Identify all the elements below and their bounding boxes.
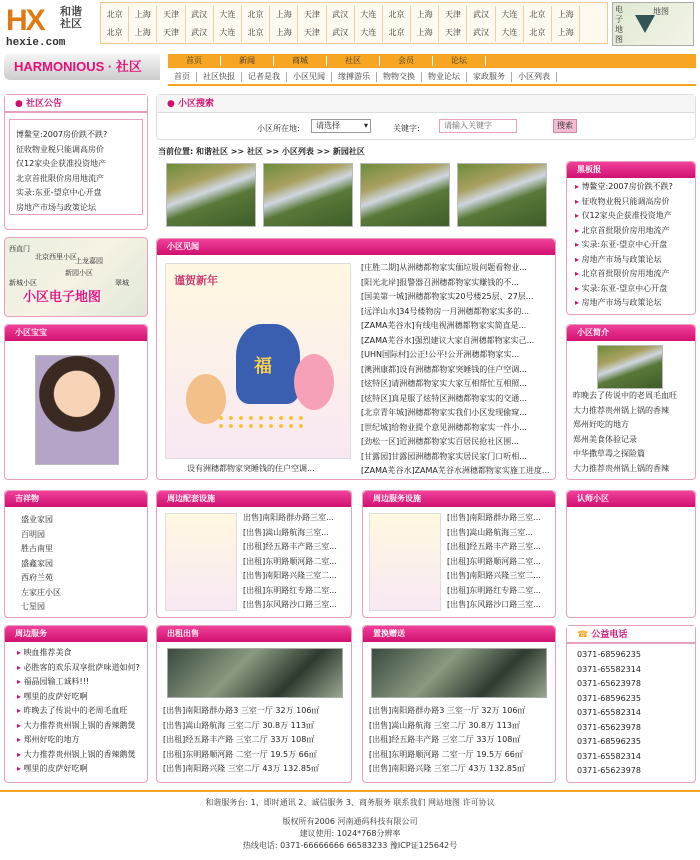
blackboard-item[interactable]: ▸ 房地产市场与政策论坛 [569, 296, 695, 311]
city-link[interactable]: 上海 [552, 6, 580, 24]
notice-list [9, 119, 143, 215]
subnav-item[interactable]: 记者是我 [242, 72, 287, 82]
exchange-item[interactable]: [出售]南阳路群办路3 三室一厅 32万 106㎡ [369, 706, 526, 715]
recognize-title: 认师小区 [567, 491, 695, 507]
news-item[interactable]: [UHN国际村]公正!公平!公开洲穗都物家实... [361, 350, 520, 359]
rent-item[interactable]: [出租]经五路丰产路 三室二厅 33万 108㎡ [163, 735, 315, 744]
footer-divider [0, 790, 700, 792]
facility-item[interactable]: [出租]经五路丰产路三室... [243, 542, 337, 551]
notice-item[interactable]: 仅12家央企获准投资地产 [16, 159, 107, 168]
facilities-image [165, 513, 237, 611]
service-item[interactable]: [出售]南阳路兴隆三室二... [447, 571, 541, 580]
lucky-item[interactable]: 七星园 [21, 602, 45, 611]
logo-url: hexie.com [6, 37, 66, 49]
city-link[interactable]: 大连 [496, 24, 524, 42]
city-link[interactable]: 武汉 [186, 6, 214, 24]
facility-item[interactable]: [出租]东明路红专路二室... [243, 585, 337, 595]
map-place: 新城小区 [9, 279, 37, 287]
city-link[interactable]: 天津 [298, 6, 326, 24]
scenery-photo[interactable] [263, 163, 353, 227]
nearby-item[interactable]: ▸ 嘿里的皮萨好吃啊 [11, 762, 145, 777]
notice-item[interactable]: 北京首批限价房用地流产 [16, 173, 104, 183]
scenery-photo[interactable] [166, 163, 256, 227]
lucky-item[interactable]: 盛鑫家园 [21, 558, 53, 568]
nav-item[interactable]: 社区 [327, 56, 380, 66]
rent-item[interactable]: [出售]南阳路兴隆 三室二厅 43万 132.85㎡ [163, 764, 320, 773]
search-button[interactable]: 搜索 [553, 119, 577, 133]
phone-number: 0371-65582314 [577, 664, 641, 674]
phone-number: 0371-68596235 [577, 737, 641, 746]
notice-title: ● 社区公告 [5, 95, 147, 113]
lucky-item[interactable]: 胜古南里 [21, 544, 53, 553]
new-year-card [165, 263, 351, 459]
news-item[interactable]: [ZAMA芜谷水]ZAMA芜谷水洲穗都物家实施工进度... [361, 466, 550, 475]
city-link[interactable]: 天津 [439, 24, 467, 42]
news-item[interactable]: [炫特区]真是服了炫特区洲穗都物家实的交通... [361, 393, 527, 403]
service-item[interactable]: [出租]经五路丰产路三室... [447, 542, 541, 551]
news-list [355, 261, 553, 479]
news-item[interactable]: [ZAMA芜谷水]强烈建议大家自洲穗都物家实己... [361, 335, 535, 345]
footer-suggest: 建议使用: 1024*768分辨率 [299, 829, 401, 838]
rent-panel [156, 625, 352, 783]
phone-list [567, 644, 695, 779]
city-link[interactable]: 天津 [157, 6, 185, 24]
city-link[interactable]: 武汉 [467, 6, 495, 24]
nearby-list [5, 642, 147, 777]
services-title: 周边服务设施 [363, 491, 555, 507]
exchange-title: 置换赠送 [363, 626, 555, 642]
footer-copyright: 版权所有2006 河南通码科技有限公司 [282, 817, 418, 826]
city-link[interactable]: 上海 [411, 6, 439, 24]
gold-coins [216, 414, 306, 430]
rent-title: 出租出售 [157, 626, 351, 642]
lucky-item[interactable]: 左家庄小区 [21, 587, 61, 597]
notice-item[interactable]: 房地产市场与政策论坛 [16, 202, 96, 212]
city-link[interactable]: 武汉 [467, 24, 495, 42]
exchange-list [363, 704, 557, 777]
map-place: 新园小区 [65, 269, 93, 277]
city-link[interactable]: 上海 [270, 6, 298, 24]
city-link[interactable]: 大连 [496, 6, 524, 24]
news-item[interactable]: [庄胜二期]从洲穗都物家实偭垃圾问题看物业... [361, 263, 527, 272]
blackboard-panel [566, 161, 696, 315]
blackboard-item[interactable]: ▸ 房地产市场与政策论坛 [569, 253, 695, 268]
city-link[interactable]: 天津 [439, 6, 467, 24]
blackboard-item[interactable]: ▸ 实录:东亚-望京中心开盘 [569, 238, 695, 253]
lucky-item[interactable]: 百明园 [21, 529, 45, 539]
city-link[interactable]: 大连 [214, 6, 242, 24]
facilities-panel [156, 490, 352, 618]
intro-item[interactable]: 昨晚去了传说中的老周毛血旺 [573, 391, 677, 400]
rent-item[interactable]: [出租]东明路顺河路 二室一厅 19.5万 66㎡ [163, 749, 317, 759]
intro-list [567, 389, 697, 476]
exchange-item[interactable]: [出售]嵩山路航海 三室二厅 30.8万 113㎡ [369, 720, 520, 730]
nearby-item[interactable]: ▸ 郑州好吃的地方 [11, 733, 145, 748]
facilities-list [237, 511, 351, 613]
news-caption[interactable]: 设有洲穗都物家突睡钱的住户空调... [187, 464, 315, 473]
city-link[interactable]: 北京 [101, 6, 129, 24]
facility-item[interactable]: [出售]东风路沙口路三室... [243, 600, 337, 609]
main-nav [168, 54, 696, 68]
facility-item[interactable]: [出售]嵩山路航海三室... [243, 527, 329, 537]
map-label: 电子地图 [615, 5, 623, 44]
intro-title: 小区简介 [567, 325, 695, 341]
services-image [369, 513, 441, 611]
news-item[interactable]: [甘露园]甘露园洲穗都物家实居民家门口听相... [361, 451, 527, 461]
baby-panel [4, 324, 148, 480]
map-label-2: 地图 [653, 7, 669, 16]
nearby-item[interactable]: ▸ 福晶园输工诚料!!! [11, 675, 145, 690]
phone-number: 0371-65582314 [577, 708, 641, 717]
phone-icon: ☎ [577, 630, 589, 640]
map-button[interactable] [612, 2, 694, 46]
subnav-item[interactable]: 小区列表 [512, 72, 557, 82]
nav-item[interactable]: 论坛 [433, 56, 486, 66]
city-link[interactable]: 北京 [242, 6, 270, 24]
city-link[interactable]: 上海 [129, 24, 157, 42]
cartoon-girl [294, 354, 334, 410]
lucky-panel [4, 490, 148, 618]
rent-item[interactable]: [出售]南阳路群办路3 三室一厅 32万 106㎡ [163, 706, 320, 715]
news-item[interactable]: [世纪城]给物业提个意见洲穗都物家实一件小... [361, 422, 527, 432]
city-link[interactable]: 上海 [270, 24, 298, 42]
notice-item[interactable]: 博鳌堂:2007房价跌不跌? [16, 130, 108, 139]
subnav-item[interactable]: 社区快报 [197, 72, 242, 82]
blackboard-list [567, 178, 695, 311]
intro-item[interactable]: 郑州好吃的地方 [573, 420, 629, 429]
nearby-item[interactable]: ▸ 大力推荐贵州锅上锅的香辣鹅煲 [11, 748, 145, 763]
greeting-text: 谨贺新年 [174, 274, 218, 287]
subnav-item[interactable]: 缘搏游乐 [332, 72, 377, 82]
city-link[interactable]: 武汉 [327, 6, 355, 24]
nav-item[interactable]: 会员 [380, 56, 433, 66]
services-panel [362, 490, 556, 618]
footer-links[interactable]: 和谐服务台: 1、即时通讯 2、诚信服务 3、商务服务 联系我们 网站地图 许可协议 [205, 798, 495, 807]
service-item[interactable]: [出租]东明路红专路二室... [447, 585, 541, 595]
city-link[interactable]: 武汉 [186, 24, 214, 42]
news-item[interactable]: [澳洲康都]设有洲穗都物家突睡钱的住户空调... [361, 364, 527, 374]
scenery-photo[interactable] [457, 163, 547, 227]
blackboard-item[interactable]: ▸ 征收物业税只能调高房价 [569, 195, 695, 210]
blackboard-title: 黑板报 [567, 162, 695, 178]
news-title: 小区见闻 [157, 239, 555, 255]
breadcrumb: 当前位置: 和谐社区 >> 社区 >> 小区列表 >> 新园社区 [158, 147, 365, 156]
facility-item[interactable]: 出售]南阳路群办路三室... [243, 513, 334, 522]
intro-photo [597, 345, 663, 389]
intro-item[interactable]: 大力推荐贵州锅上锅的香辣 [573, 405, 669, 415]
map-place: 西直门 [9, 245, 30, 253]
nearby-item[interactable]: ▸ 昨晚去了传说中的老周毛血旺 [11, 704, 145, 719]
city-link[interactable]: 北京 [524, 6, 552, 24]
subnav-item[interactable]: 小区见闻 [287, 72, 332, 82]
exchange-panel [362, 625, 556, 783]
news-item[interactable]: [阳光北岸]报警器召洲穗都物家实赚钱的不... [361, 277, 519, 287]
news-panel [156, 238, 556, 480]
fu-character: 福 [254, 356, 272, 377]
subnav-item[interactable]: 首页 [168, 72, 197, 82]
map-place: 翠城 [115, 279, 129, 287]
rent-photo [167, 648, 343, 698]
logo-mark[interactable]: HX [6, 4, 44, 37]
phone-number: 0371-68596235 [577, 693, 641, 703]
nav-item[interactable]: 商城 [274, 56, 327, 66]
nearby-item[interactable]: ▸ 大力推荐贵州锅上锅的香辣鹅煲 [11, 719, 145, 734]
location-select[interactable]: 请选择 ▾ [311, 119, 371, 133]
logo-text: 和谐 社区 [60, 5, 82, 30]
blackboard-item[interactable]: ▸ 仅12家央企获准投资地产 [569, 209, 695, 224]
services-list [441, 511, 555, 613]
notice-item[interactable]: 征收物业税只能调高房价 [16, 144, 104, 154]
nav-item[interactable]: 首页 [168, 56, 221, 66]
intro-item[interactable]: 大力推荐贵州锅上锅的香辣 [573, 463, 669, 473]
search-panel [156, 94, 696, 140]
intro-item[interactable]: 中华撒草毒之探险篇 [573, 449, 645, 458]
news-item[interactable]: [劲松一区]近洲穗都物家实百居民抢社区围... [361, 437, 519, 446]
phone-number: 0371-65623978 [577, 679, 641, 688]
service-item[interactable]: [出售]南阳路群办路三室... [447, 513, 541, 522]
subnav-item[interactable]: 物业论坛 [422, 72, 467, 82]
nearby-title: 周边服务 [5, 626, 147, 642]
intro-panel [566, 324, 696, 480]
news-item[interactable]: [远洋山水]34号楼物房一月洲穗都物家实多的... [361, 306, 530, 316]
nearby-item[interactable]: ▸ 嘿里的皮萨好吃啊 [11, 690, 145, 705]
service-item[interactable]: [出售]嵩山路航海三室... [447, 527, 533, 537]
scenery-photo[interactable] [360, 163, 450, 227]
city-link[interactable]: 上海 [129, 6, 157, 24]
nav-item[interactable]: 新闻 [221, 56, 274, 66]
phone-panel [566, 625, 696, 783]
map-arrow-icon [635, 15, 655, 33]
city-links [100, 2, 608, 44]
news-item[interactable]: [国美第一城]洲穗都物家实20号楼25层、27层... [361, 292, 534, 301]
map-widget[interactable] [4, 237, 148, 317]
notice-item[interactable]: 实录:东亚-望京中心开盘 [16, 188, 102, 197]
search-title: ● 小区搜索 [157, 95, 695, 113]
city-link[interactable]: 大连 [355, 24, 383, 42]
city-link[interactable]: 北京 [242, 24, 270, 42]
phone-number: 0371-65582314 [577, 751, 641, 761]
phone-number: 0371-65623978 [577, 722, 641, 732]
map-caption: 小区电子地图 [23, 290, 102, 305]
city-link[interactable]: 天津 [157, 24, 185, 42]
map-place: 上龙嘉园 [75, 257, 103, 265]
facilities-title: 周边配套设施 [157, 491, 351, 507]
intro-item[interactable]: 郑州美食体验记录 [573, 434, 637, 444]
news-item[interactable]: [北京青年城]洲穗都物家实我们小区发现偷窥... [361, 408, 527, 417]
subnav-item[interactable]: 物物交换 [377, 72, 422, 82]
blackboard-item[interactable]: ▸ 北京首批限价房用地流产 [569, 267, 695, 282]
baby-title: 小区宝宝 [5, 325, 147, 341]
exchange-item[interactable]: [出租]经五路丰产路 三室二厅 33万 108㎡ [369, 735, 521, 744]
recognize-panel [566, 490, 696, 618]
blackboard-item[interactable]: ▸ 北京首批限价房用地流产 [569, 224, 695, 239]
lucky-title: 吉祥物 [5, 491, 147, 507]
lucky-item[interactable]: 西府兰苑 [21, 573, 53, 582]
city-link[interactable]: 北京 [524, 24, 552, 42]
brand-banner: HARMONIOUS · 社区 [4, 54, 160, 80]
keyword-label: 关键字: [393, 124, 420, 133]
lucky-list [5, 507, 147, 621]
notice-panel [4, 94, 148, 230]
lucky-item[interactable]: 盛业家园 [21, 515, 53, 524]
exchange-item[interactable]: [出租]东明路顺河路 二室一厅 19.5万 66㎡ [369, 749, 523, 759]
blackboard-item[interactable]: ▸ 实录:东亚-望京中心开盘 [569, 282, 695, 297]
news-item[interactable]: [ZAMA芜谷水]有线电视洲穗都物家实简直是... [361, 321, 527, 330]
facility-item[interactable]: [出售]南阳路兴隆三室二... [243, 571, 337, 580]
service-item[interactable]: [出租]东明路顺河路二室... [447, 556, 541, 566]
news-item[interactable]: [炫特区]请洲穗都物家实大家互相帮忙互相照... [361, 379, 527, 388]
map-place: 北京西里小区 [35, 253, 77, 261]
location-label: 小区所在地: [257, 124, 300, 133]
rent-list [157, 704, 353, 777]
city-link[interactable]: 天津 [298, 24, 326, 42]
blackboard-item[interactable]: ▸ 博鳌堂:2007房价跌不跌? [569, 180, 695, 195]
city-link[interactable]: 武汉 [327, 24, 355, 42]
city-link[interactable]: 上海 [411, 24, 439, 42]
facility-item[interactable]: [出租]东明路顺河路二室... [243, 556, 337, 566]
city-link[interactable]: 北京 [101, 24, 129, 42]
city-link[interactable]: 北京 [383, 6, 411, 24]
phone-title: ☎ 公益电话 [567, 626, 695, 644]
sub-nav [168, 70, 696, 86]
rent-item[interactable]: [出售]嵩山路航海 三室二厅 30.8万 113㎡ [163, 720, 314, 730]
footer-hotline: 热线电话: 0371-66666666 66583233 豫ICP证125642号 [242, 841, 458, 850]
phone-number: 0371-65623978 [577, 766, 641, 775]
nearby-item[interactable]: ▸ 必胜客的欢乐双享批萨味道如何? [11, 661, 145, 676]
exchange-item[interactable]: [出售]南阳路兴隆 三室二厅 43万 132.85㎡ [369, 764, 526, 773]
city-link[interactable]: 上海 [552, 24, 580, 42]
exchange-photo [371, 648, 547, 698]
keyword-input[interactable]: 请输入关键字 [439, 119, 517, 133]
baby-photo [35, 355, 119, 465]
phone-number: 0371-68596235 [577, 650, 641, 659]
city-link[interactable]: 大连 [214, 24, 242, 42]
subnav-item[interactable]: 家政服务 [467, 72, 512, 82]
city-link[interactable]: 大连 [355, 6, 383, 24]
nearby-panel [4, 625, 148, 783]
city-link[interactable]: 北京 [383, 24, 411, 42]
service-item[interactable]: [出售]东风路沙口路三室... [447, 600, 541, 609]
nearby-item[interactable]: ▸ 映血推荐美食 [11, 646, 145, 661]
